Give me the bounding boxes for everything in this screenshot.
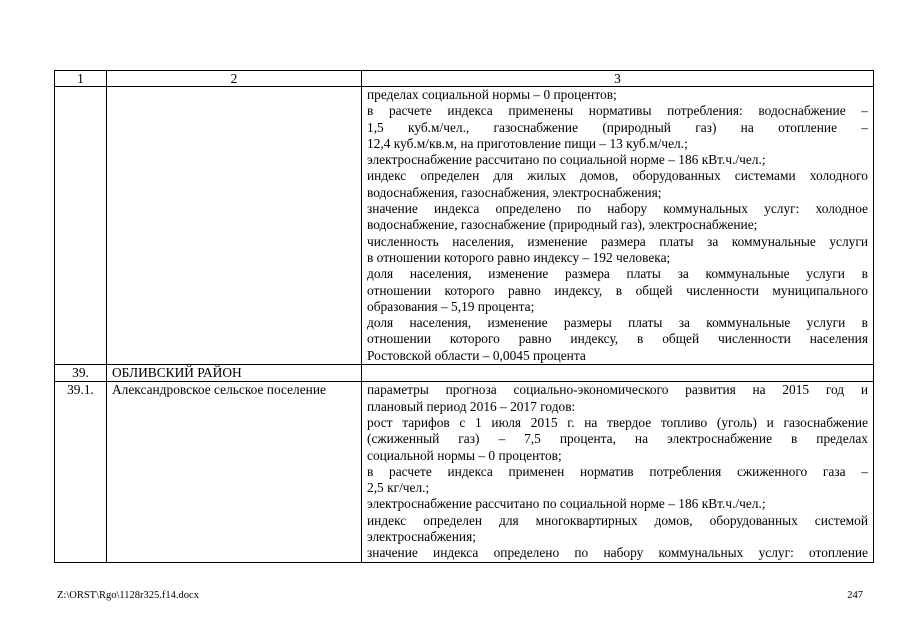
text-line: водоснабжение, газоснабжение (природный газ), электроснабжение; — [367, 217, 758, 233]
footer-page-number: 247 — [847, 590, 863, 601]
header-col-3: 3 — [362, 71, 874, 87]
text-line: (сжиженный газ) – 7,5 процента, на электроснабжение в пределах — [367, 431, 868, 447]
section-number: 39. — [55, 365, 107, 382]
row-number: 39.1. — [55, 382, 107, 562]
row-name: Александровское сельское поселение — [107, 382, 362, 562]
text-line: значение индекса определено по набору коммунальных услуг: холодное — [367, 201, 868, 217]
continuation-name-cell — [107, 87, 362, 365]
section-empty-cell — [362, 365, 874, 382]
section-row — [55, 365, 874, 382]
text-line: Ростовской области – 0,0045 процента — [367, 347, 586, 363]
text-line: 1,5 куб.м/чел., газоснабжение (природный газ) на отопление – — [367, 119, 868, 135]
text-line: параметры прогноза социально-экономического развития на 2015 год и — [367, 382, 868, 398]
text-line: 12,4 куб.м/кв.м, на приготовление пищи – 13 куб.м/чел.; — [367, 135, 688, 151]
continuation-text-cell — [362, 87, 874, 365]
document-table — [54, 70, 874, 563]
text-line: индекс определен для жилых домов, оборудованных системами холодного — [367, 168, 868, 184]
text-line: доля населения, изменение размеры платы за коммунальные услуги в — [367, 315, 868, 331]
text-line: отношении которого равно индексу, в общей численности населения — [367, 331, 868, 347]
footer-file-path: Z:\ORST\Rgo\1128r325.f14.docx — [57, 590, 199, 601]
text-line: электроснабжение рассчитано по социальной норме – 186 кВт.ч./чел.; — [367, 152, 766, 168]
text-line: электроснабжения; — [367, 529, 476, 545]
text-line: в отношении которого равно индексу – 192 человека; — [367, 249, 671, 265]
continuation-row — [55, 87, 874, 365]
text-line: численность населения, изменение размера платы за коммунальные услуги — [367, 233, 868, 249]
text-line: отношении которого равно индексу, в общей численности муниципального — [367, 282, 868, 298]
header-col-1: 1 — [55, 71, 107, 87]
text-line: 2,5 кг/чел.; — [367, 480, 430, 496]
text-line: электроснабжение рассчитано по социальной норме – 186 кВт.ч./чел.; — [367, 496, 766, 512]
section-title: ОБЛИВСКИЙ РАЙОН — [107, 365, 362, 382]
text-line: водоснабжения, газоснабжения, электроснабжения; — [367, 184, 662, 200]
text-line: образования – 5,19 процента; — [367, 298, 535, 314]
text-line: плановый период 2016 – 2017 годов: — [367, 398, 576, 414]
text-line: доля населения, изменение размера платы за коммунальные услуги в — [367, 266, 868, 282]
table-header-row — [55, 71, 874, 87]
row-text-cell — [362, 382, 874, 562]
text-line: в расчете индекса применены нормативы потребления: водоснабжение – — [367, 103, 868, 119]
text-line: социальной нормы – 0 процентов; — [367, 447, 562, 463]
continuation-num-cell — [55, 87, 107, 365]
text-line: индекс определен для многоквартирных домов, оборудованных системой — [367, 512, 868, 528]
text-line: пределах социальной нормы – 0 процентов; — [367, 87, 617, 102]
header-col-2: 2 — [107, 71, 362, 87]
table-row — [55, 382, 874, 562]
text-line: рост тарифов с 1 июля 2015 г. на твердое топливо (уголь) и газоснабжение — [367, 414, 868, 430]
text-line: в расчете индекса применен норматив потребления сжиженного газа – — [367, 463, 868, 479]
text-line: значение индекса определено по набору коммунальных услуг: отопление — [367, 545, 868, 561]
